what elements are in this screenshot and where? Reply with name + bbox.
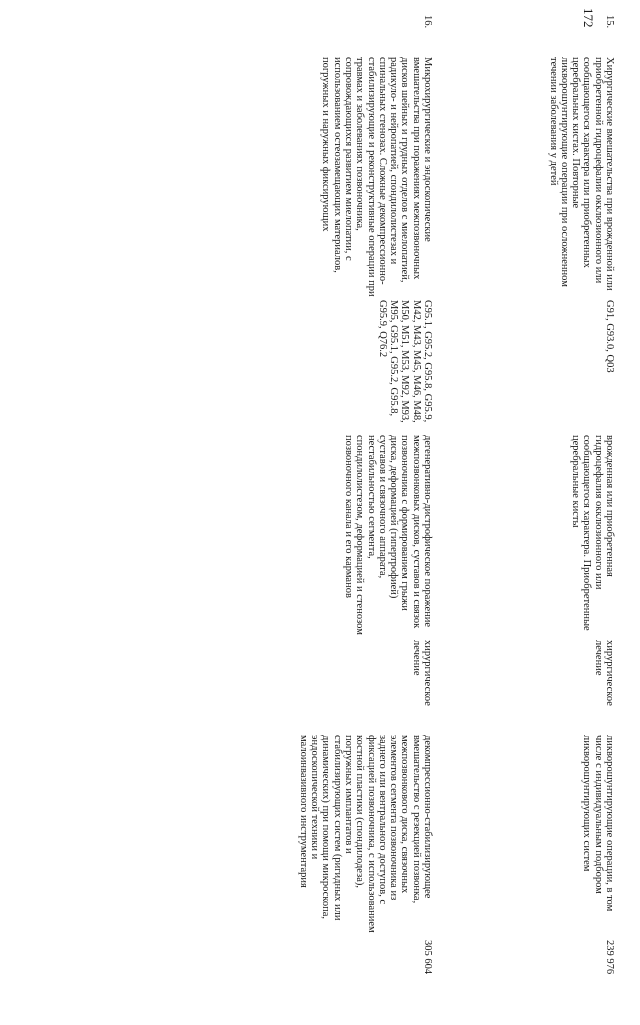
treatment-kind: хирургическое лечение <box>410 640 433 706</box>
icd-codes: G91, G93.0, Q03 <box>604 300 615 373</box>
service-name: Микрохирургические и эндоскопические вмешательства при поражениях межпозвоночных дисков шейных и грудных отделов с миелопатией, радикуло- и нейропатией, спондилолистезах и спинальных стенозах. Сложные декомпрессионно-стабилизирующие и реконструктивные операции при травмах и заболеваниях позвоночника, сопровождающихся развитием миелопатии, с использованием остеозамещающих материалов, погружных и наружных фиксирующих <box>320 57 433 297</box>
treatment-method: декомпрессионно-стабилизирующее вмешательство с резекцией позвонка, межпозвонкового диска, связочных элементов сегмента позвоночника из заднего или вентрального доступов, с фиксацией позвоночника, с использованием костной пластики (спондилодеза), погружных имплантатов и стабилизирующих систем (ригидных или динамических) при помощи микроскопа, эндоскопической техники и малоинвазивного инструментария <box>297 735 433 933</box>
diagnosis: врожденная или приобретенная гидроцефалия окклюзионного или сообщающегося характера. Приобретенные церебральные кисты <box>570 435 615 631</box>
diagnosis: дегенеративно-дистрофическое поражение межпозвонковых дисков, суставов и связок позвоночника с формированием грыжи диска, деформацией (гипертрофией) суставов и связочного аппарата, нестабильностью сегмента, спондилолистезом, деформацией и стенозом позвоночного канала и его карманов <box>342 435 433 635</box>
treatment-kind: хирургическое лечение <box>592 640 615 706</box>
price: 305 604 <box>422 940 433 975</box>
page-number: 172 <box>581 8 596 28</box>
treatment-method: ликворошунтирующие операции, в том числе с индивидуальным подбором ликворошунтирующих систем <box>581 735 615 912</box>
row-number: 15. <box>604 15 615 29</box>
services-table <box>55 15 615 1025</box>
service-name: Хирургические вмешательства при врожденной или приобретенной гидроцефалии окклюзионного или сообщающегося характера или приобретенных церебральных кистах. Повторные ликворошунтирующие операции при осложненном течении заболевания у детей <box>547 57 615 291</box>
row-number: 16. <box>422 15 433 29</box>
icd-codes: G95.1, G95.2, G95.8, G95.9, M42, M43, M45, M46, M48, M50, M51, M53, M92, M93, M95, G95.1, G95.2, G95.8, G95.9, Q76.2 <box>376 300 433 423</box>
price: 239 976 <box>604 940 615 975</box>
